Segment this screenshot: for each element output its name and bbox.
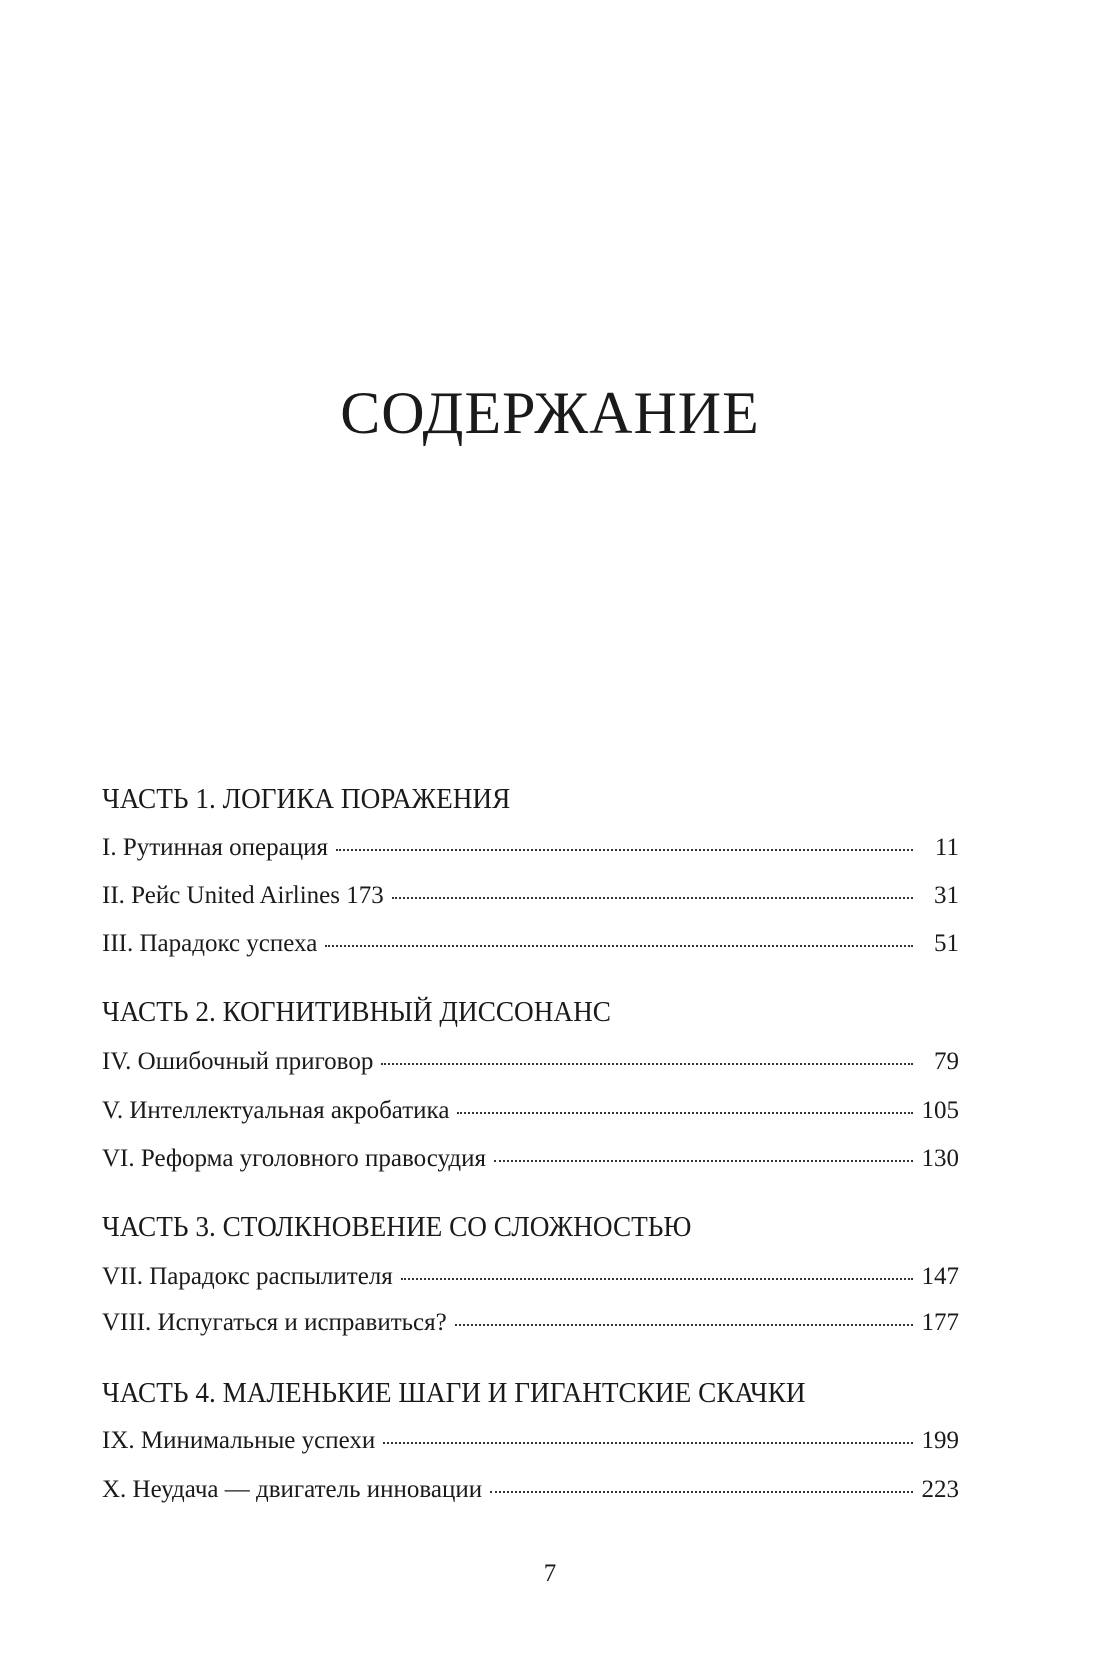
dot-leader — [457, 1112, 913, 1114]
dot-leader — [490, 1491, 913, 1493]
toc-entry[interactable] — [102, 1475, 959, 1505]
entry-label: VIII. Испугаться и исправиться? — [102, 1309, 447, 1336]
toc-entry[interactable] — [102, 929, 959, 959]
toc-entry[interactable] — [102, 1426, 959, 1456]
part-heading: ЧАСТЬ 1. ЛОГИКА ПОРАЖЕНИЯ — [102, 783, 511, 815]
part-heading: ЧАСТЬ 4. МАЛЕНЬКИЕ ШАГИ И ГИГАНТСКИЕ СКАЧКИ — [102, 1377, 806, 1409]
entry-label: V. Интеллектуальная акробатика — [102, 1097, 450, 1124]
entry-label: I. Рутинная операция — [102, 834, 328, 861]
toc-entry[interactable] — [102, 1096, 959, 1126]
dot-leader — [383, 1442, 913, 1444]
entry-page: 79 — [934, 1048, 959, 1075]
entry-page: 105 — [921, 1097, 959, 1124]
entry-label: IV. Ошибочный приговор — [102, 1048, 374, 1075]
toc-entry[interactable] — [102, 833, 959, 863]
entry-page: 31 — [934, 882, 959, 909]
entry-page: 51 — [934, 930, 959, 957]
entry-page: 147 — [921, 1263, 959, 1290]
entry-label: III. Парадокс успеха — [102, 930, 318, 957]
page-number: 7 — [543, 1560, 557, 1587]
dot-leader — [325, 945, 913, 947]
toc-entry[interactable] — [102, 1144, 959, 1174]
entry-page: 223 — [921, 1476, 959, 1503]
entry-page: 11 — [934, 834, 959, 861]
toc-entry[interactable] — [102, 1047, 959, 1077]
page-title: СОДЕРЖАНИЕ — [340, 380, 760, 446]
part-heading: ЧАСТЬ 2. КОГНИТИВНЫЙ ДИССОНАНС — [102, 996, 611, 1028]
part-heading: ЧАСТЬ 3. СТОЛКНОВЕНИЕ СО СЛОЖНОСТЬЮ — [102, 1211, 692, 1243]
dot-leader — [494, 1160, 913, 1162]
entry-page: 130 — [921, 1145, 959, 1172]
toc-entry[interactable] — [102, 881, 959, 911]
dot-leader — [455, 1324, 913, 1326]
entry-page: 199 — [921, 1427, 959, 1454]
entry-label: VI. Реформа уголовного правосудия — [102, 1145, 487, 1172]
entry-page: 177 — [921, 1309, 959, 1336]
entry-label: VII. Парадокс распылителя — [102, 1263, 393, 1290]
toc-entry[interactable] — [102, 1262, 959, 1292]
dot-leader — [381, 1063, 913, 1065]
toc-entry[interactable] — [102, 1308, 959, 1338]
dot-leader — [401, 1278, 913, 1280]
dot-leader — [392, 897, 913, 899]
dot-leader — [336, 849, 913, 851]
entry-label: IX. Минимальные успехи — [102, 1427, 376, 1454]
entry-label: X. Неудача — двигатель инновации — [102, 1476, 483, 1503]
entry-label: II. Рейс United Airlines 173 — [102, 882, 384, 909]
